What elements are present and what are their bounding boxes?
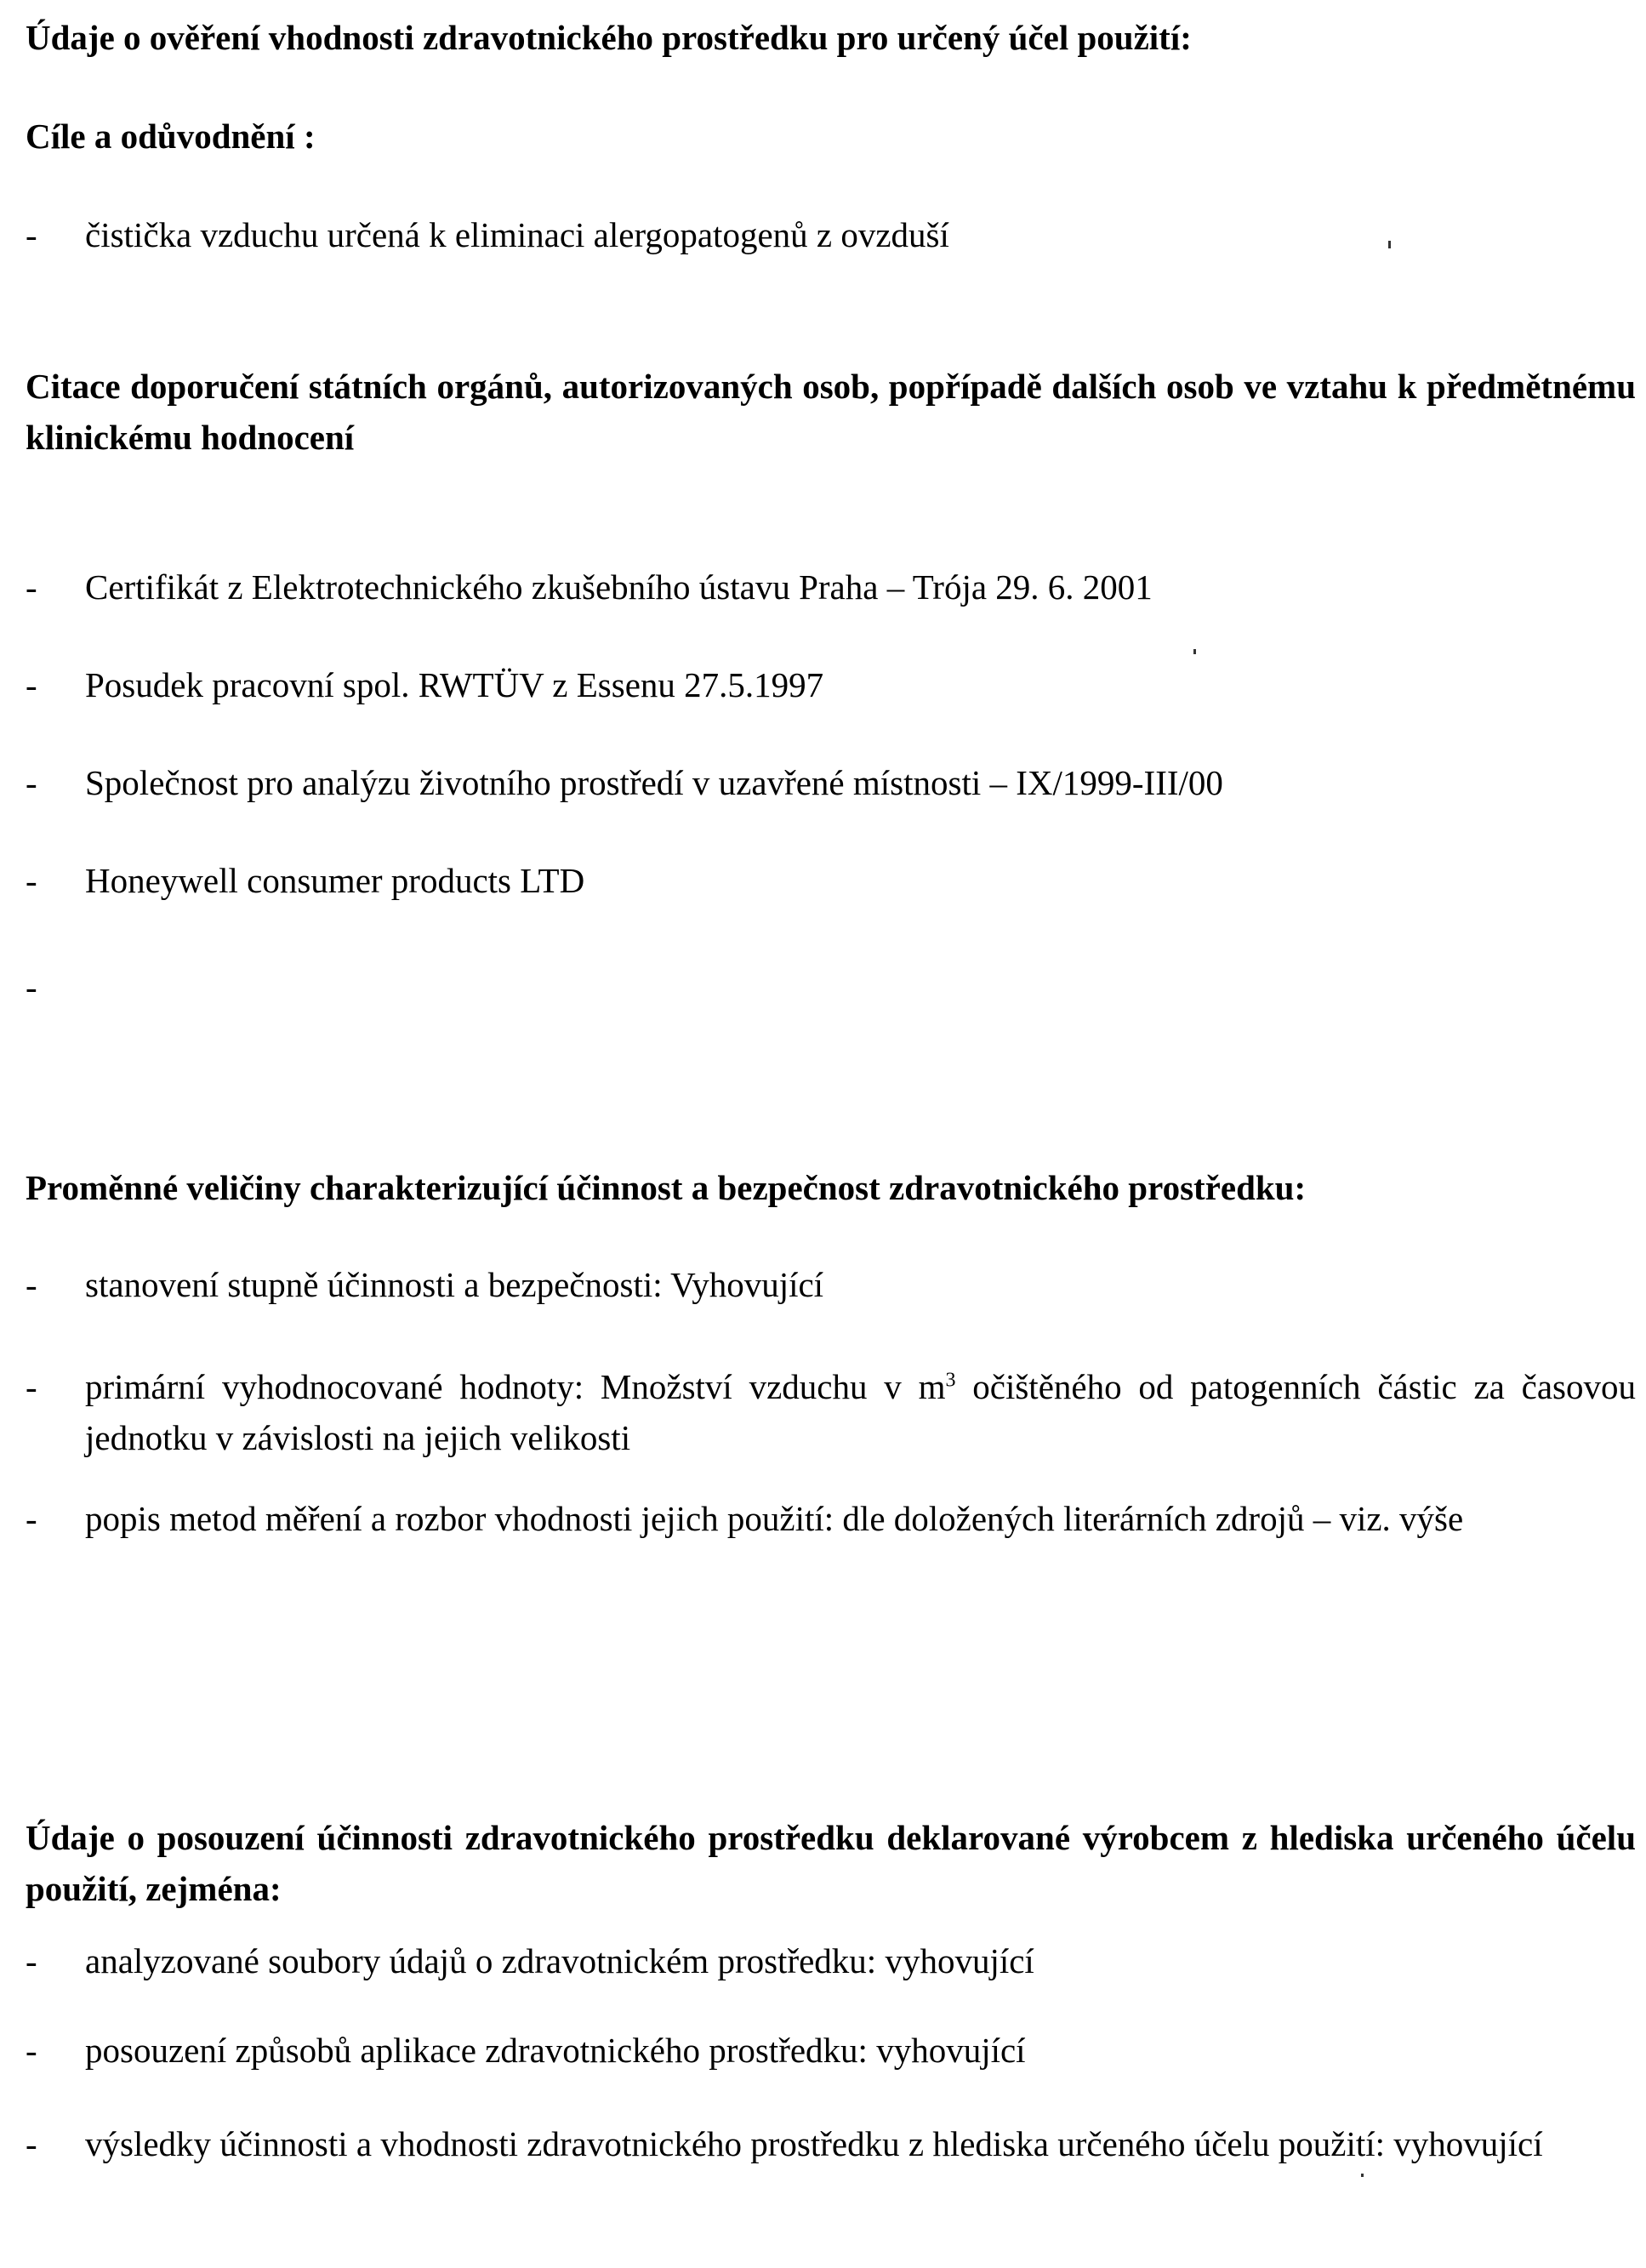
list-item bbox=[26, 1935, 1636, 1986]
list-item-text: Certifikát z Elektrotechnického zkušebního ústavu Praha – Trója 29. 6. 2001 bbox=[85, 567, 1153, 607]
list-item bbox=[26, 855, 1636, 906]
section-heading-assessment: Údaje o posouzení účinnosti zdravotnického prostředku deklarované výrobcem z hlediska určeného účelu použití, zejména: bbox=[26, 1818, 1636, 1908]
scan-speck bbox=[1193, 649, 1196, 654]
bullet-dash: - bbox=[26, 967, 37, 1006]
list-item bbox=[26, 561, 1636, 613]
list-item bbox=[26, 209, 1636, 260]
list-item bbox=[26, 659, 1636, 710]
list-item-text: Posudek pracovní spol. RWTÜV z Essenu 27.5.1997 bbox=[85, 665, 824, 704]
bullet-dash: - bbox=[26, 2124, 37, 2163]
list-item-text: stanovení stupně účinnosti a bezpečnosti: Vyhovující bbox=[85, 1265, 824, 1304]
bullet-dash: - bbox=[26, 1499, 37, 1538]
list-item bbox=[26, 2025, 1636, 2076]
section-heading-goals: Cíle a odůvodnění : bbox=[26, 117, 316, 156]
list-item-text: Honeywell consumer products LTD bbox=[85, 861, 585, 900]
list-item bbox=[26, 2118, 1636, 2169]
list-item-text: výsledky účinnosti a vhodnosti zdravotnického prostředku z hlediska určeného účelu použití: vyhovující bbox=[85, 2124, 1543, 2163]
list-item-text: Společnost pro analýzu životního prostředí v uzavřené místnosti – IX/1999-III/00 bbox=[85, 763, 1223, 802]
list-item bbox=[26, 1259, 1636, 1310]
bullet-dash: - bbox=[26, 763, 37, 802]
bullet-dash: - bbox=[26, 2031, 37, 2070]
bullet-dash: - bbox=[26, 861, 37, 900]
section-heading-citations: Citace doporučení státních orgánů, autorizovaných osob, popřípadě dalších osob ve vztahu k předmětnému klinickému hodnocení bbox=[26, 367, 1636, 457]
bullet-dash: - bbox=[26, 1941, 37, 1980]
scan-speck bbox=[1361, 2174, 1364, 2177]
bullet-dash: - bbox=[26, 567, 37, 607]
superscript: 3 bbox=[945, 1369, 956, 1392]
list-item bbox=[26, 757, 1636, 808]
bullet-dash: - bbox=[26, 215, 37, 254]
bullet-dash: - bbox=[26, 665, 37, 704]
list-item-text: analyzované soubory údajů o zdravotnickém prostředku: vyhovující bbox=[85, 1941, 1034, 1980]
section-heading-variables: Proměnné veličiny charakterizující účinnost a bezpečnost zdravotnického prostředku: bbox=[26, 1168, 1307, 1207]
bullet-dash: - bbox=[26, 1367, 37, 1406]
list-item bbox=[26, 1493, 1636, 1544]
bullet-dash: - bbox=[26, 1265, 37, 1304]
list-item-text: posouzení způsobů aplikace zdravotnického prostředku: vyhovující bbox=[85, 2031, 1026, 2070]
list-item-primary-values bbox=[26, 1361, 1636, 1463]
section-heading-verification: Údaje o ověření vhodnosti zdravotnického prostředku pro určený účel použití: bbox=[26, 18, 1192, 57]
list-item-text: popis metod měření a rozbor vhodnosti jejich použití: dle doložených literárních zdrojů – viz. výše bbox=[85, 1499, 1464, 1538]
list-item-text: primární vyhodnocované hodnoty: Množství vzduchu v $m^3$ očištěného od patogenních částic za časovou jednotku v závislosti na jejich velikosti bbox=[85, 1367, 1636, 1457]
scan-speck bbox=[1388, 241, 1391, 248]
list-item-text: čistička vzduchu určená k eliminaci alergopatogenů z ovzduší bbox=[85, 215, 949, 254]
